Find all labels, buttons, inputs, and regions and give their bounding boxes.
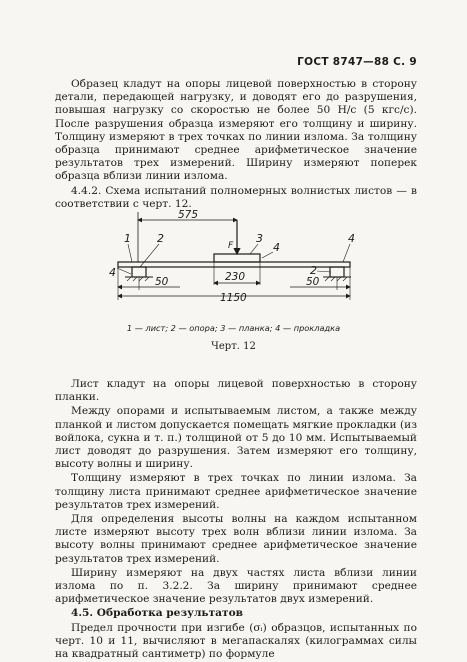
paragraph: Между опорами и испытываемым листом, а также между планкой и листом допускается помещать мягкие прокладки (из войлока, сукна и т. п.) толщиной от 5 до 10 мм. Испытываемый лист доводят до разрушения. Затем измеряют его толщину, высоту волны и ширину.: [55, 405, 417, 471]
figure-label: Черт. 12: [211, 341, 256, 352]
marker-2-left: 2: [157, 232, 164, 245]
support-left: [132, 267, 146, 277]
marker-3: 3: [256, 232, 263, 245]
marker-4-top: 4: [273, 241, 280, 254]
marker-4-right: 4: [348, 232, 355, 245]
marker-2-right: 2: [310, 264, 317, 277]
dim-230: 230: [225, 271, 246, 283]
paragraph: Образец кладут на опоры лицевой поверхностью в сторону детали, передающей нагрузку, и доводят его до разрушения, повышая нагрузку со скоростью не более 50 Н/с (5 кгс/с). После разрушения образца измеряют его толщину и ширину. Толщину измеряют в трех точках по линии излома. За толщину образца принимают среднее арифметическое значение результатов трех измерений. Ширину измеряют поперек образца вблизи линии излома.: [55, 78, 417, 183]
support-right: [330, 267, 344, 277]
figure-legend: 1 — лист; 2 — опора; 3 — планка; 4 — прокладка: [126, 323, 341, 333]
paragraph: Толщину измеряют в трех точках по линии излома. За толщину листа принимают среднее арифметическое значение результатов трех измерений.: [55, 472, 417, 511]
paragraph: Предел прочности при изгибе (σᵢ) образцов, испытанных по черт. 10 и 11, вычисляют в мегапаскалях (килограммах силы на квадратный сантиметр) по формуле: [55, 621, 417, 661]
dim-50-left: 50: [155, 276, 169, 288]
paragraph: Ширину измеряют на двух частях листа вблизи линии излома по п. 3.2.2. За ширину принимают среднее арифметическое значение результатов двух измерений.: [55, 566, 417, 606]
section-heading: 4.5. Обработка результатов: [71, 607, 244, 620]
page-header: ГОСТ 8747—88 С. 9: [297, 56, 417, 68]
body-text-bottom: [55, 378, 417, 662]
paragraph: Для определения высоты волны на каждом испытанном листе измеряют высоту трех волн вблизи линии излома. За высоту волны принимают среднее арифметическое значение результатов трех измерений.: [55, 513, 417, 565]
paragraph: 4.4.2. Схема испытаний полномерных волнистых листов — в соответствии с черт. 12.: [55, 184, 417, 210]
plank: [214, 254, 260, 262]
paragraph: Лист кладут на опоры лицевой поверхностью в сторону планки.: [55, 378, 417, 404]
dim-575: 575: [178, 209, 199, 221]
dim-1150: 1150: [220, 292, 247, 304]
force-label: F: [228, 241, 234, 251]
marker-1: 1: [124, 232, 131, 245]
dim-50-right: 50: [306, 276, 320, 288]
marker-4-left: 4: [109, 266, 116, 279]
